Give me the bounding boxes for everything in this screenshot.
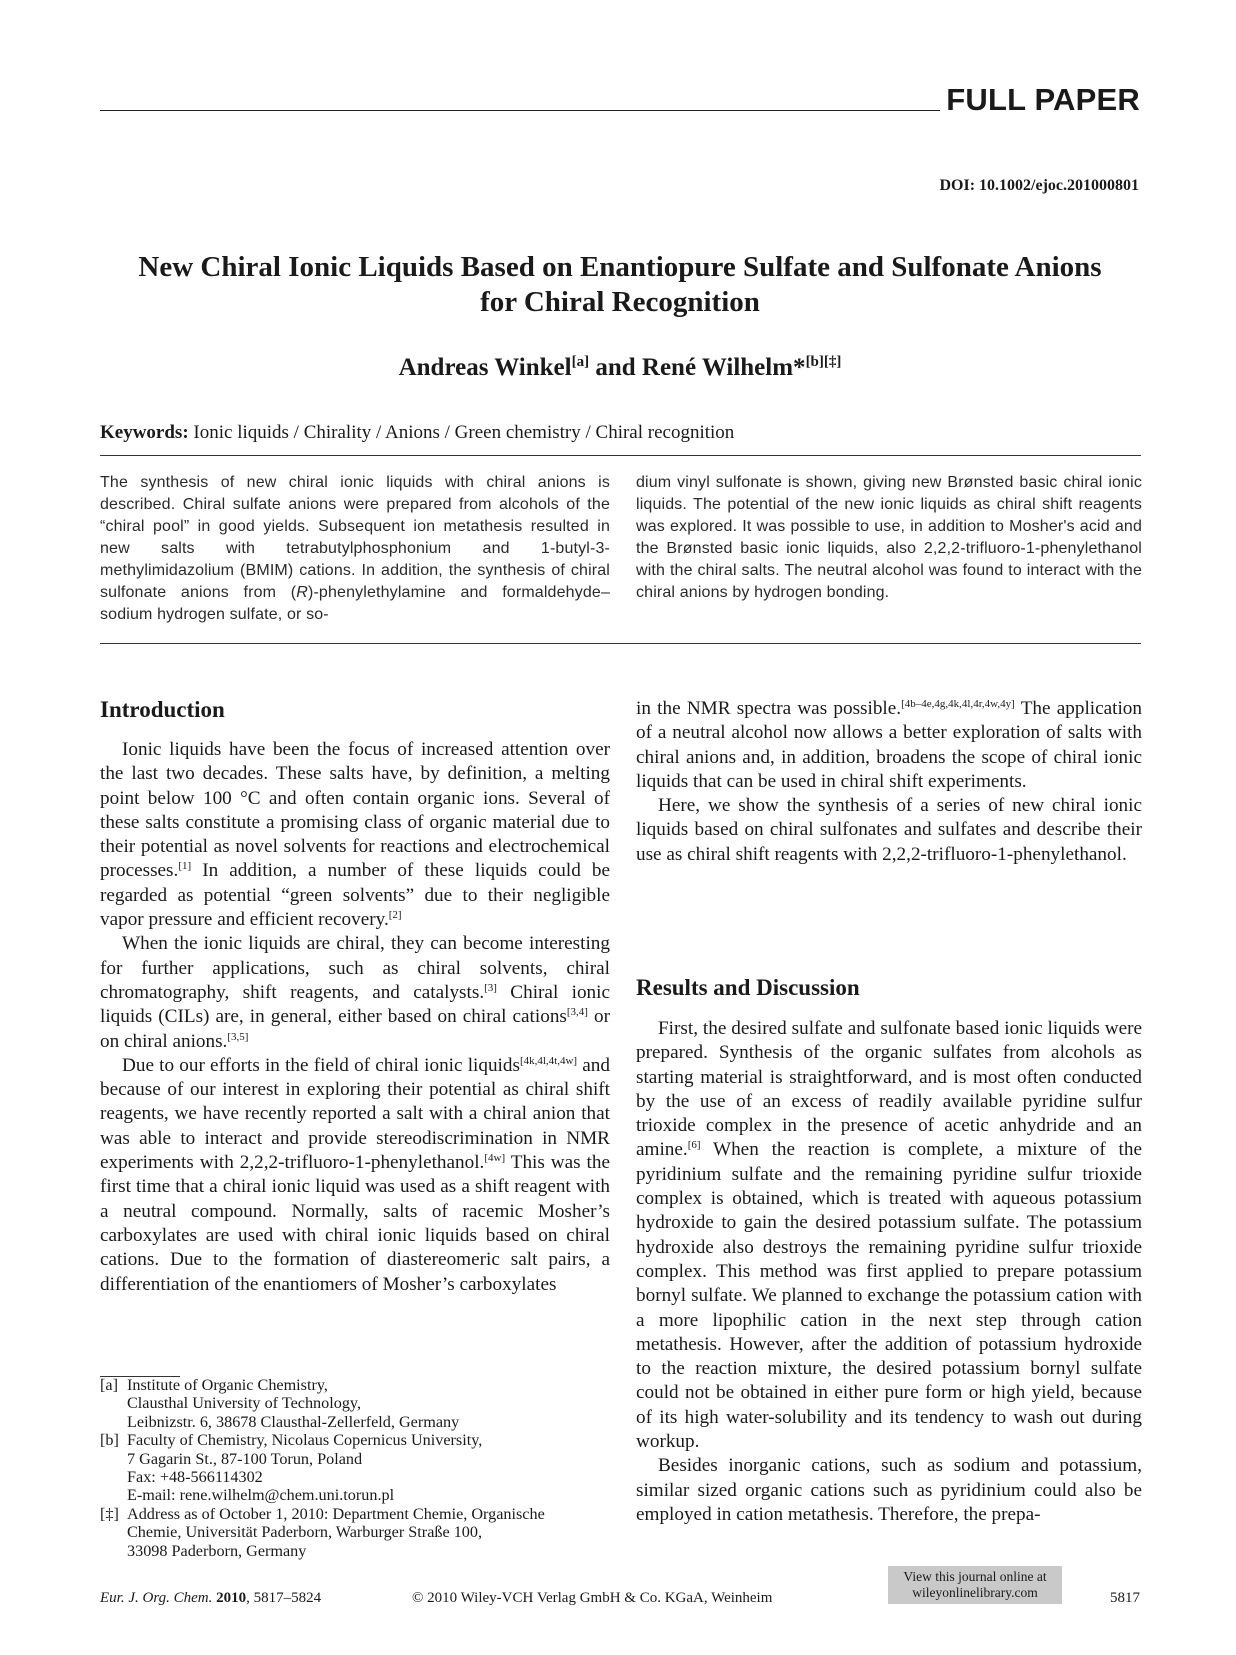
paragraph-text: First, the desired sulfate and sulfonate based ionic liquids were prepared. Synthesis of the organic sulfates from alcohols as starting material is straightforward, and is most often conducted by the use of an excess of readily available pyridine sulfur trioxide complex in the presence of acetic anhydride and an amine.	[636, 1018, 1142, 1161]
citation: [4w]	[484, 1152, 506, 1165]
footnote-line: E-mail: rene.wilhelm@chem.uni.torun.pl	[127, 1486, 395, 1505]
paragraph-text: When the reaction is complete, a mixture of the pyridinium sulfate and the remaining pyridine sulfur trioxide complex is obtained, which is treated with aqueous potassium hydroxide to gain the desired potassium sulfate. The potassium hydroxide also destroys the remaining pyridine sulfur trioxide complex. This method was first applied to prepare potassium bornyl sulfate. We planned to exchange the potassium cation with a more lipophilic cation in the next step through cation metathesis. However, after the addition of potassium hydroxide to the reaction mixture, the desired potassium bornyl sulfate could not be obtained in either pure form or high yield, because of its high water-solubility and its tendency to wash out during workup.	[636, 1139, 1142, 1453]
author-list	[100, 354, 1140, 382]
author-conjunction: and	[589, 354, 642, 381]
continued-paragraph	[636, 697, 1142, 794]
footnote-line: Fax: +48-566114302	[127, 1468, 263, 1487]
footer-journal-citation	[100, 1590, 321, 1607]
abstract-text-cont: )-phenylethylamine and formaldehyde–sodium hydrogen sulfate, or so-	[100, 584, 611, 623]
results-paragraph-1	[636, 1017, 1142, 1454]
introduction-body	[100, 738, 610, 1297]
keywords	[100, 422, 734, 444]
results-heading: Results and Discussion	[636, 975, 860, 1000]
abstract-left-column	[100, 472, 610, 626]
citation: [1]	[178, 860, 192, 873]
footnote-text	[127, 1376, 459, 1431]
footnote-line: Address as of October 1, 2010: Department Chemie, Organische	[127, 1504, 545, 1523]
intro-paragraph-1	[100, 738, 610, 932]
footnote-text	[127, 1431, 482, 1505]
introduction-heading: Introduction	[100, 697, 225, 722]
journal-pages: , 5817–5824	[246, 1590, 322, 1606]
author-1: Andreas Winkel	[398, 354, 572, 381]
title-line-1: New Chiral Ionic Liquids Based on Enantiopure Sulfate and Sulfonate Anions	[138, 251, 1102, 283]
footnote-mark: [‡]	[100, 1504, 119, 1523]
journal-name: Eur. J. Org. Chem.	[100, 1590, 213, 1606]
footnote	[100, 1431, 620, 1505]
citation: [4k,4l,4t,4w]	[519, 1054, 578, 1067]
footer-copyright: © 2010 Wiley-VCH Verlag GmbH & Co. KGaA, Weinheim	[412, 1590, 773, 1606]
footnote	[100, 1376, 620, 1431]
page-number: 5817	[1110, 1590, 1140, 1606]
citation: [2]	[388, 909, 402, 922]
author-1-affiliation: [a]	[571, 354, 590, 370]
abstract-bottom-rule	[100, 643, 1141, 644]
header-rule	[100, 110, 940, 111]
footnote-mark: [a]	[100, 1376, 118, 1394]
title-line-2: for Chiral Recognition	[480, 286, 760, 318]
badge-line-1: View this journal online at	[903, 1569, 1047, 1584]
footnote	[100, 1505, 620, 1560]
paragraph-text: and because of our interest in exploring their potential as chiral shift reagents, we have recently reported a salt with a chiral anion that was able to interact and provide stereodiscrimination in NMR experiments with 2,2,2-trifluoro-1-phenylethanol.	[100, 1054, 610, 1174]
footnote-line: 7 Gagarin St., 87-100 Torun, Poland	[127, 1449, 363, 1468]
paragraph-text: Due to our efforts in the field of chiral ionic liquids	[122, 1054, 520, 1076]
paragraph-text: This was the first time that a chiral ionic liquid was used as a shift reagent with a neutral compound. Normally, salts of racemic Mosher’s carboxylates are used with chiral ionic liquids based on chiral cations. Due to the formation of diastereomeric salt pairs, a differentiation of the enantiomers of Mosher’s carboxylates	[100, 1152, 610, 1295]
footnote-mark: [b]	[100, 1431, 119, 1450]
intro-paragraph-4: Here, we show the synthesis of a series of new chiral ionic liquids based on chiral sulfonates and sulfates and describe their use as chiral shift reagents with 2,2,2-trifluoro-1-phenylethanol.	[636, 795, 1142, 865]
footnote-line: 33098 Paderborn, Germany	[127, 1541, 307, 1560]
citation: [3,4]	[566, 1006, 588, 1019]
keywords-label: Keywords:	[100, 422, 189, 443]
citation: [6]	[687, 1139, 701, 1152]
abstract-italic: R	[296, 584, 308, 601]
badge-line-2: wileyonlinelibrary.com	[912, 1585, 1038, 1600]
journal-year: 2010	[216, 1590, 247, 1606]
paragraph-text: Chiral ionic liquids (CILs) are, in general, either based on chiral cations	[100, 981, 610, 1028]
affiliation-footnotes	[100, 1376, 620, 1560]
journal-online-badge[interactable]	[888, 1566, 1062, 1604]
abstract-text: The synthesis of new chiral ionic liquids with chiral anions is described. Chiral sulfate anions were prepared from alcohols of the “chiral pool” in good yields. Subsequent ion metathesis resulted in new salts with tetrabutylphosphonium and 1-butyl-3-methylimidazolium (BMIM) cations. In addition, the synthesis of chiral sulfonate anions from (	[100, 474, 610, 601]
doi-label: DOI: 10.1002/ejoc.201000801	[939, 177, 1139, 194]
footnote-line: Leibnizstr. 6, 38678 Clausthal-Zellerfeld, Germany	[127, 1412, 460, 1431]
intro-paragraph-3	[100, 1054, 610, 1297]
intro-paragraph-2	[100, 932, 610, 1053]
footnote-line: Faculty of Chemistry, Nicolaus Copernicus University,	[127, 1431, 483, 1450]
keywords-list: Ionic liquids / Chirality / Anions / Green chemistry / Chiral recognition	[188, 422, 735, 443]
abstract-right-column: dium vinyl sulfonate is shown, giving new Brønsted basic chiral ionic liquids. The potential of the new ionic liquids as chiral shift reagents was explored. It was possible to use, in addition to Mosher's acid and the Brønsted basic ionic liquids, also 2,2,2-trifluoro-1-phenylethanol with the chiral salts. The neutral alcohol was found to interact with the chiral anions by hydrogen bonding.	[636, 474, 1142, 601]
paragraph-text: in the NMR spectra was possible.	[636, 698, 902, 719]
section-label: FULL PAPER	[946, 82, 1140, 117]
paragraph-text: or on chiral anions.	[100, 1006, 611, 1052]
paragraph-text: When the ionic liquids are chiral, they can become interesting for further applications, such as chiral solvents, chiral chromatography, shift reagents, and catalysts.	[100, 933, 610, 1003]
author-2-affiliation: [b][‡]	[805, 354, 842, 370]
footnote-line: Chemie, Universität Paderborn, Warburger Straße 100,	[127, 1523, 483, 1542]
footnote-line: Institute of Organic Chemistry,	[127, 1376, 328, 1394]
article-title	[100, 250, 1140, 320]
footnote-text	[127, 1505, 545, 1560]
paragraph-text: The application of a neutral alcohol now allows a better exploration of salts with chiral anions and, in addition, broadens the scope of chiral ionic liquids that can be used in chiral shift experiments.	[636, 698, 1142, 792]
citation: [3]	[484, 981, 497, 994]
abstract-top-rule	[100, 455, 1141, 456]
results-paragraph-2: Besides inorganic cations, such as sodium and potassium, similar sized organic cations such as pyridinium could also be employed in cation metathesis. Therefore, the prepa-	[636, 1455, 1142, 1525]
results-body	[636, 1017, 1142, 1527]
footnote-line: Clausthal University of Technology,	[127, 1394, 361, 1413]
citation: [3,5]	[227, 1030, 249, 1043]
paragraph-text: Ionic liquids have been the focus of increased attention over the last two decades. These salts have, by definition, a melting point below 100 °C and often contain organic ions. Several of these salts constitute a promising class of organic material due to their potential as novel solvents for reactions and electrochemical processes.	[100, 739, 610, 882]
citation: [4b–4e,4g,4k,4l,4r,4w,4y]	[901, 698, 1015, 710]
author-2: René Wilhelm*	[641, 354, 806, 381]
paragraph-text: In addition, a number of these liquids could be regarded as potential “green solvents” due to their negligible vapor pressure and efficient recovery.	[100, 860, 610, 931]
right-column-continuation	[636, 697, 1142, 867]
